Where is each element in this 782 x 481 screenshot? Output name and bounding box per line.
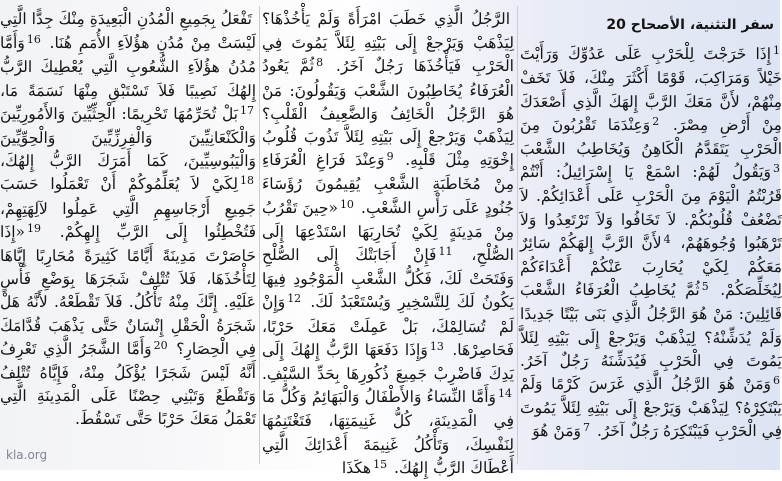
verse-text: «حِينَ تَقْرُبُ مِنْ مَدِينَةٍ لِكَيْ تُحَارِبَهَا اسْتَدْعِهَا إِلَى الصُّلْحِ، xyxy=(262,198,514,265)
verse-number: 14 xyxy=(498,387,512,401)
verse-text: إِذَا خَرَجْتَ لِلْحَرْبِ عَلَى عَدُوِّكَ وَرَأَيْتَ خَيْلاً وَمَرَاكِبَ، قَوْمًا أَكْثَرَ مِنْكَ، فَلاَ تَخَفْ مِنْهُمْ، لأَنَّ مَعَكَ الرَّبَّ إِلهَكَ الَّذِي أَصْعَدَكَ مِنْ أَرْضِ مِصْرَ. xyxy=(520,45,782,134)
verse-text: «إِذَا حَاصَرْتَ مَدِينَةً أَيَّامًا كَثِيرَةً مُحَارِبًا إِيَّاهَا لِتَأْخُذَهَا، فَلاَ تُتْلِفْ شَجَرَهَا بِوَضْعِ فَأْسٍ عَلَيْهِ. إِنَّكَ مِنْهُ تَأْكُلُ. فَلاَ تَقْطَعْهُ. لأَنَّهُ هَلْ شَجَرَةُ الْحَقْلِ إِنْسَانٌ حَتَّى يَذْهَبَ قُدَّامَكَ فِي الْحِصَارِ؟ xyxy=(0,222,256,358)
verse-text: فَإِنْ أَجَابَتْكَ إِلَى الصُّلْحِ وَفَتَحَتْ لَكَ، فَكُلُّ الشَّعْبِ الْمَوْجُودِ فِيهَا يَكُونُ لَكَ لِلتَّسْخِيرِ وَيُسْتَعْبَدُ لَكَ. xyxy=(262,246,514,312)
verse-text: وَأَمَّا الشَّجَرُ الَّذِي تَعْرِفُ أَنَّهُ لَيْسَ شَجَرًا يُؤْكَلُ مِنْهُ، فَإِيَّاهُ تُتْلِفُ وَتَقْطَعُ وَتَبْنِي حِصْنًا عَلَى الْمَدِينَةِ الَّتِي تَعْمَلُ مَعَكَ حَرْبًا حَتَّى تَسْقُطَ. xyxy=(0,339,256,429)
verse-text: هكَذَا xyxy=(341,458,372,477)
verse-text: وَإِذَا دَفَعَهَا الرَّبُّ إِلهُكَ إِلَى يَدِكَ فَاضْرِبْ جَمِيعَ ذُكُورِهَا بِحَدِّ السَّيْفِ. xyxy=(262,340,514,384)
verse-number: 8 xyxy=(316,56,324,70)
verse-number: 20 xyxy=(153,338,168,352)
verse-text: لأَنَّ الرَّبَّ إِلهَكُمْ سَائِرٌ مَعَكُمْ لِكَيْ يُحَارِبَ عَنْكُمْ أَعْدَاءَكُمْ لِيُخَلِّصَكُمْ. xyxy=(520,233,782,300)
verse-number: 7 xyxy=(583,421,590,435)
verse-number: 3 xyxy=(773,162,780,176)
verse-number: 5 xyxy=(701,280,709,294)
verse-number: 18 xyxy=(240,174,254,188)
column-text-middle xyxy=(262,8,514,481)
column-divider xyxy=(259,6,260,464)
column-text-right xyxy=(520,43,782,444)
verse-text: وَأَمَّا النِّسَاءُ وَالأَطْفَالُ وَالْبَهَائِمُ وَكُلُّ مَا فِي الْمَدِينَةِ، كُلُّ غَنِيمَتِهَا، فَتَغْتَنِمُهَا لِنَفْسِكَ، وَتَأْكُلُ غَنِيمَةَ أَعْدَائِكَ الَّتِي أَعْطَاكَ الرَّبُّ إِلهُكَ. xyxy=(262,388,514,477)
verse-number: 2 xyxy=(652,114,660,128)
text-column-left xyxy=(0,8,256,460)
verse-text: وَأَمَّا مُدُنُ هؤُلاَءِ الشُّعُوبِ الَّتِي يُعْطِيكَ الرَّبُّ إِلهُكَ نَصِيبًا فَلاَ تَسْتَبْقِ مِنْهَا نَسَمَةً مَا، xyxy=(0,34,256,100)
column-text-left xyxy=(0,8,256,432)
column-divider xyxy=(517,6,518,464)
verse-text: بَلْ تُحَرِّمُهَا تَحْرِيمًا: الْحِثِّيِّينَ وَالأَمُورِيِّينَ وَالْكَنْعَانِيِّينَ وَالْفِرِزِّيِّينَ وَالْحِوِّيِّينَ وَالْيَبُوسِيِّينَ، كَمَا أَمَرَكَ الرَّبُّ إِلهُكَ، xyxy=(0,104,256,171)
verse-text: تَفْعَلُ بِجَمِيعِ الْمُدُنِ الْبَعِيدَةِ مِنْكَ جِدًّا الَّتِي لَيْسَتْ مِنْ مُدُنِ هؤُلاَءِ الأُمَمِ هُنَا. xyxy=(0,10,256,53)
verse-text: ثُمَّ يَعُودُ الْعُرَفَاءُ يُخَاطِبُونَ الشَّعْبَ وَيَقُولُونَ: مَنْ هُوَ الرَّجُلُ الْخَائِفُ وَالضَّعِيفُ الْقَلْبِ؟ لِيَذْهَبْ وَيَرْجعْ إِلَى بَيْتِهِ لِئَلاَّ تَذُوبَ قُلُوبُ إِخْوَتِهِ مِثْلَ قَلْبِهِ. xyxy=(262,57,514,170)
verse-number: 17 xyxy=(240,103,254,117)
verse-number: 16 xyxy=(26,33,41,47)
verse-number xyxy=(252,9,256,22)
verse-text: وَعِنْدَ فَرَاغِ الْعُرَفَاءِ مِنْ مُخَاطَبَةِ الشَّعْبِ يُقِيمُونَ رُؤَسَاءَ جُنُودٍ عَلَى رَأْسِ الشَّعْبِ. xyxy=(262,151,514,217)
verse-number: 13 xyxy=(429,339,444,353)
verse-number: 9 xyxy=(386,150,394,164)
verse-text: وَإِنْ لَمْ تُسَالِمْكَ، بَلْ عَمِلَتْ مَعَكَ حَرْبًا، فَحَاصِرْهَا. xyxy=(262,293,514,359)
verse-text: وَمَنْ هُوَ xyxy=(532,422,581,441)
verse-text: وَيَقُولُ لَهُمْ: اسْمَعْ يَا إِسْرَائِيلُ: أَنْتُمْ قَرُبْتُمُ الْيَوْمَ مِنَ الْحَرْبِ عَلَى أَعْدَائِكُمْ. لاَ تَضْعُفْ قُلُوبُكُمْ. لاَ تَخَافُوا وَلاَ تَرْتَعِدُوا وَلاَ تَرْهَبُوا وُجُوهَهُمْ، xyxy=(520,163,782,252)
verse-number: 11 xyxy=(438,245,453,259)
verse-number: 6 xyxy=(773,374,780,388)
verse-number: 19 xyxy=(27,221,41,235)
verse-number: 12 xyxy=(287,292,302,306)
text-column-middle xyxy=(262,8,514,477)
verse-text: ثُمَّ يُخَاطِبُ الْعُرَفَاءُ الشَّعْبَ قَائِلِينَ: مَنْ هُوَ الرَّجُلُ الَّذِي بَنَى بَيْتًا جَدِيدًا وَلَمْ يُدَشِّنْهُ؟ لِيَذْهَبْ وَيَرْجعْ إِلَى بَيْتِهِ لِئَلاَّ يَمُوتَ فِي الْحَرْبِ فَيُدَشِّنَهُ رَجُلٌ آخَرُ. xyxy=(520,281,782,370)
chapter-title: سفر التثنية، الأصحاح 20 xyxy=(606,17,774,33)
verse-number: 15 xyxy=(373,457,388,471)
verse-text: وَعِنْدَمَا تَقْرُبُونَ مِنَ الْحَرْبِ يَتَقَدَّمُ الْكَاهِنُ وَيُخَاطِبُ الشَّعْبَ xyxy=(520,115,782,159)
verse-text: لِكَيْ لاَ يُعَلِّمُوكُمْ أَنْ تَعْمَلُوا حَسَبَ جَمِيعِ أَرْجَاسِهِمِ الَّتِي عَمِلُوا لآلِهَتِهِمْ، فَتُخْطِئُوا إِلَى الرَّبِّ إِلهِكُمْ. xyxy=(0,175,256,241)
verse-text: وَمَنْ هُوَ الرَّجُلُ الَّذِي غَرَسَ كَرْمًا وَلَمْ يَبْتَكِرْهُ؟ لِيَذْهَبْ وَيَرْجعْ إِلَى بَيْتِهِ لِئَلاَّ يَمُوتَ فِي الْحَرْبِ فَيَبْتَكِرَهُ رَجُلٌ آخَرُ. xyxy=(520,375,782,441)
verse-number xyxy=(510,9,514,22)
text-column-right xyxy=(520,8,782,460)
site-watermark: kla.org xyxy=(6,448,48,462)
verse-text: الرَّجُلُ الَّذِي خَطَبَ امْرَأَةً وَلَمْ يَأْخُذْهَا؟ لِيَذْهَبْ وَيَرْجعْ إِلَى بَيْتِهِ لِئَلاَّ يَمُوتَ فِي الْحَرْبِ فَيَأْخُذَهَا رَجُلٌ آخَرُ. xyxy=(262,10,514,76)
verse-number: 1 xyxy=(773,44,780,58)
verse-number: 10 xyxy=(339,197,354,211)
verse-number: 4 xyxy=(663,232,671,246)
